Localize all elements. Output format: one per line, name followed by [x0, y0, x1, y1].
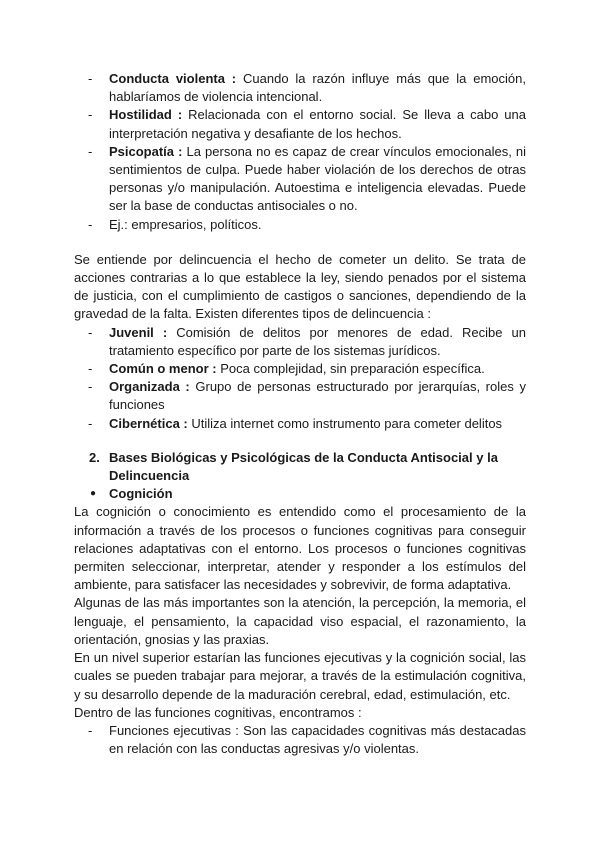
- description: Ej.: empresarios, políticos.: [109, 216, 262, 232]
- spacer: [74, 234, 526, 251]
- term: Juvenil :: [109, 324, 168, 340]
- list-item: [74, 360, 526, 378]
- list-item: [74, 415, 526, 433]
- dash: -: [88, 143, 93, 159]
- list-item: [74, 722, 526, 758]
- subsection-heading: [74, 485, 526, 503]
- description: Utiliza internet como instrumento para cometer delitos: [187, 415, 503, 431]
- subsection-title: Cognición: [109, 486, 173, 502]
- list-item: [74, 143, 526, 216]
- paragraph: En un nivel superior estarían las funciones ejecutivas y la cognición social, las cuales se pueden trabajar para mejorar, a través de la estimulación cognitiva, y su desarrollo depende de la maduración cerebral, edad, estimulación, etc.: [74, 650, 526, 702]
- dash: -: [88, 107, 93, 123]
- list-item: [74, 70, 526, 106]
- dash: -: [88, 216, 93, 232]
- term: Conducta violenta :: [109, 71, 237, 86]
- list-item: [74, 106, 526, 142]
- section-title: Bases Biológicas y Psicológicas de la Conducta Antisocial y la Delincuencia: [109, 449, 498, 484]
- term: Cibernética :: [109, 415, 188, 431]
- description: La persona no es capaz de crear vínculos emocionales, ni sentimientos de culpa. Puede haber violación de los derechos de otras personas y/o manipulación. Autoestima e inteligencia elevadas. Puede ser la base de conductas antisociales o no.: [109, 143, 527, 214]
- term: Hostilidad :: [109, 107, 183, 123]
- dash: -: [88, 379, 93, 395]
- paragraph: Se entiende por delincuencia el hecho de cometer un delito. Se trata de acciones contrarias a lo que establece la ley, siendo penados por el sistema de justicia, con el cumplimiento de castigos o sanciones, dependiendo de la gravedad de la falta. Existen diferentes tipos de delincuencia :: [74, 251, 526, 322]
- dash: -: [88, 415, 93, 431]
- term: Común o menor :: [109, 361, 217, 377]
- description: Funciones ejecutivas : Son las capacidades cognitivas más destacadas en relación con las conductas agresivas y/o violentas.: [109, 722, 526, 757]
- list-item: [74, 216, 526, 234]
- bullet-icon: ●: [90, 488, 97, 500]
- document-page: [74, 70, 526, 758]
- section-number: 2.: [89, 449, 100, 465]
- list-item: [74, 324, 526, 360]
- paragraph: Algunas de las más importantes son la atención, la percepción, la memoria, el lenguaje, el pensamiento, la capacidad viso espacial, el razonamiento, la orientación, gnosias y las praxias.: [74, 595, 526, 647]
- section-heading: [74, 449, 526, 485]
- dash: -: [88, 324, 93, 340]
- spacer: [74, 433, 526, 449]
- paragraph: Dentro de las funciones cognitivas, encontramos :: [74, 704, 362, 720]
- list-item: [74, 378, 526, 414]
- description: Poca complejidad, sin preparación específica.: [216, 361, 485, 377]
- dash: -: [88, 71, 93, 86]
- term: Organizada :: [109, 379, 190, 395]
- description: Cuando la razón influye más que la emoción, hablaríamos de violencia intencional.: [109, 71, 526, 105]
- dash: -: [88, 361, 93, 377]
- description: Comisión de delitos por menores de edad. Recibe un tratamiento específico por parte de los sistemas jurídicos.: [109, 324, 526, 358]
- dash: -: [88, 722, 93, 738]
- term: Psicopatía :: [109, 143, 183, 159]
- paragraph: La cognición o conocimiento es entendido como el procesamiento de la información a través de los procesos o funciones cognitivas para conseguir relaciones adaptativas con el entorno. Los procesos o funciones cognitivas permiten seleccionar, interpretar, atender y responder a los estímulos del ambiente, para satisfacer las necesidades y sobrevivir, de forma adaptativa.: [74, 504, 526, 593]
- description: Grupo de personas estructurado por jerarquías, roles y funciones: [109, 379, 526, 413]
- description: Relacionada con el entorno social. Se lleva a cabo una interpretación negativa y desafiante de los hechos.: [109, 107, 526, 141]
